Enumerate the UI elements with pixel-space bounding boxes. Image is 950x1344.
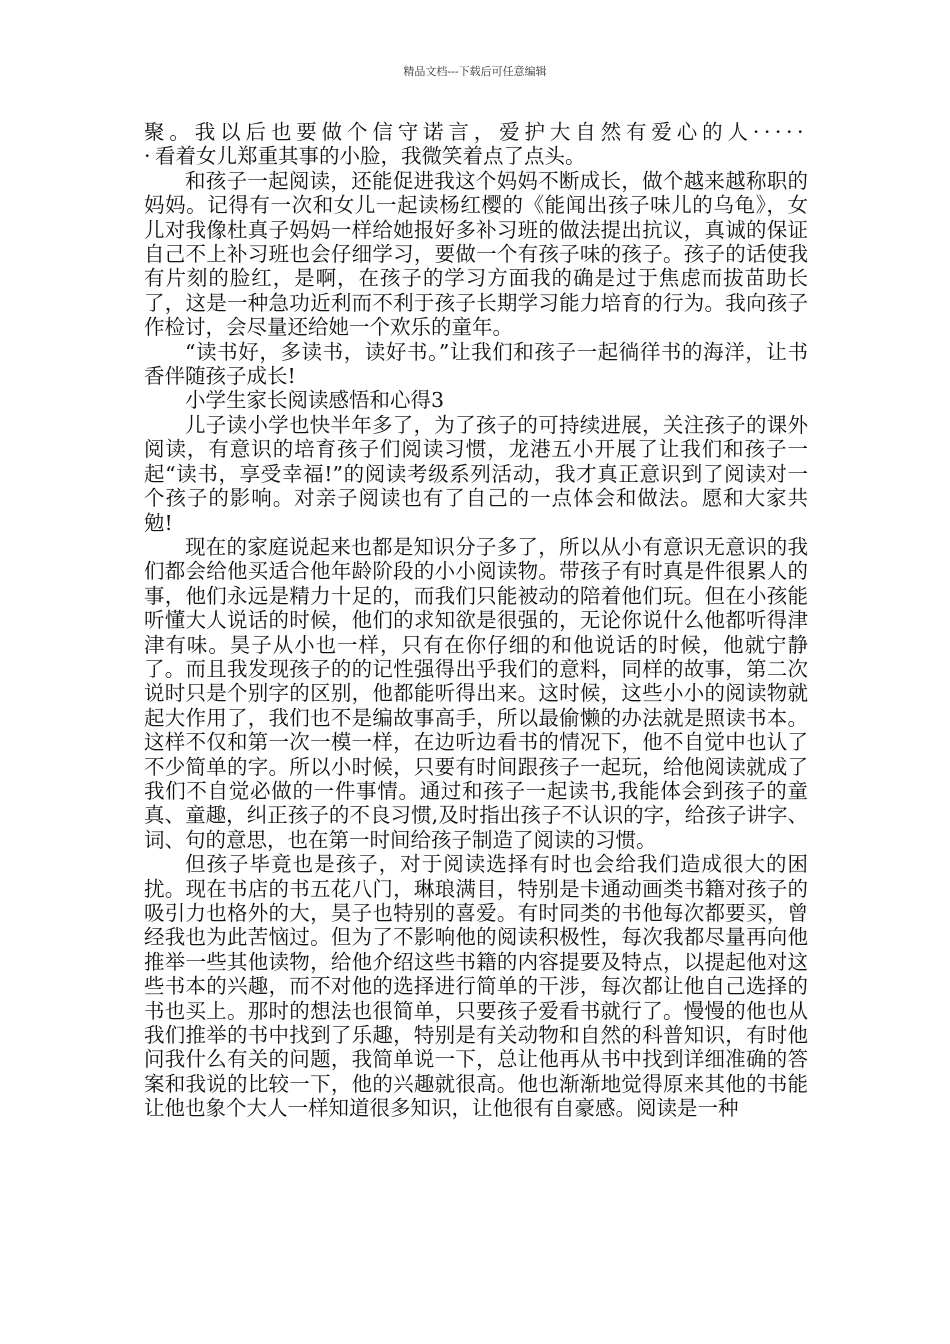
paragraph-book-selection: 但孩子毕竟也是孩子，对于阅读选择有时也会给我们造成很大的困扰。现在书店的书五花八门，琳琅满目，特别是卡通动画类书籍对孩子的吸引力也格外的大，昊子也特别的喜爱。有时同类的书他每次都要买，曾经我也为此苦恼过。但为了不影响他的阅读积极性，每次我都尽量再向他推举一些其他读物，给他介绍这些书籍的内容提要及特点，以提起他对这些书本的兴趣，而不对他的选择进行简单的干涉，每次都让他自己选择的书也买上。那时的想法也很简单，只要孩子爱看书就行了。慢慢的他也从我们推举的书中找到了乐趣，特别是有关动物和自然的科普知识，有时他问我什么有关的问题，我简单说一下，总让他再从书中找到详细准确的答案和我说的比较一下，他的兴趣就很高。他也渐渐地觉得原来其他的书能让他也象个大人一样知道很多知识，让他很有自豪感。阅读是一种	[144, 852, 808, 1121]
page-header: 精品文档---下载后可任意编辑	[403, 65, 547, 78]
section-title: 小学生家长阅读感悟和心得3	[185, 388, 445, 413]
document-body	[144, 120, 808, 1121]
paragraph-reading-growth: 和孩子一起阅读，还能促进我这个妈妈不断成长，做个越来越称职的妈妈。记得有一次和女儿一起读杨红樱的《能闻出孩子味儿的乌龟》，女儿对我像杜真子妈妈一样给她报好多补习班的做法提出抗议，真诚的保证自己不上补习班也会仔细学习，要做一个有孩子味的孩子。孩子的话使我有片刻的脸红，是啊，在孩子的学习方面我的确是过于焦虑而拔苗助长了，这是一种急功近利而不利于孩子长期学习能力培育的行为。我向孩子作检讨，会尽量还给她一个欢乐的童年。	[144, 168, 808, 340]
paragraph-continued-part-b: 看着女儿郑重其事的小脸，我微笑着点了点头。	[155, 144, 586, 169]
paragraph-reading-quote: “读书好，多读书，读好书。”让我们和孩子一起徜徉书的海洋，让书香伴随孩子成长!	[144, 339, 808, 389]
paragraph-continued	[144, 120, 808, 169]
paragraph-continued-part-a: 聚。我以后也要做个信守诺言，爱护大自然有爱心的人······	[144, 120, 808, 169]
paragraph-school-activity: 儿子读小学也快半年多了，为了孩子的可持续进展，关注孩子的课外阅读，有意识的培育孩子们阅读习惯，龙港五小开展了让我们和孩子一起“读书，享受幸福!”的阅读考级系列活动，我才真正意识到了阅读对一个孩子的影响。对亲子阅读也有了自己的一点体会和做法。愿和大家共勉!	[144, 412, 808, 535]
paragraph-family-reading: 现在的家庭说起来也都是知识分子多了，所以从小有意识无意识的我们都会给他买适合他年龄阶段的小小阅读物。带孩子有时真是件很累人的事，他们永远是精力十足的，而我们只能被动的陪着他们玩。但在小孩能听懂大人说话的时候，他们的求知欲是很强的，无论你说什么他都听得津津有味。昊子从小也一样，只有在你仔细的和他说话的时候，他就宁静了。而且我发现孩子的的记性强得出乎我们的意料，同样的故事，第二次说时只是个别字的区别，他都能听得出来。这时候，这些小小的阅读物就起大作用了，我们也不是编故事高手，所以最偷懒的办法就是照读书本。这样不仅和第一次一模一样，在边听边看书的情况下，他不自觉中也认了不少简单的字。所以小时候，只要有时间跟孩子一起玩，给他阅读就成了我们不自觉必做的一件事情。通过和孩子一起读书,我能体会到孩子的童真、童趣，纠正孩子的不良习惯,及时指出孩子不认识的字，给孩子讲字、词、句的意思，也在第一时间给孩子制造了阅读的习惯。	[144, 534, 808, 852]
